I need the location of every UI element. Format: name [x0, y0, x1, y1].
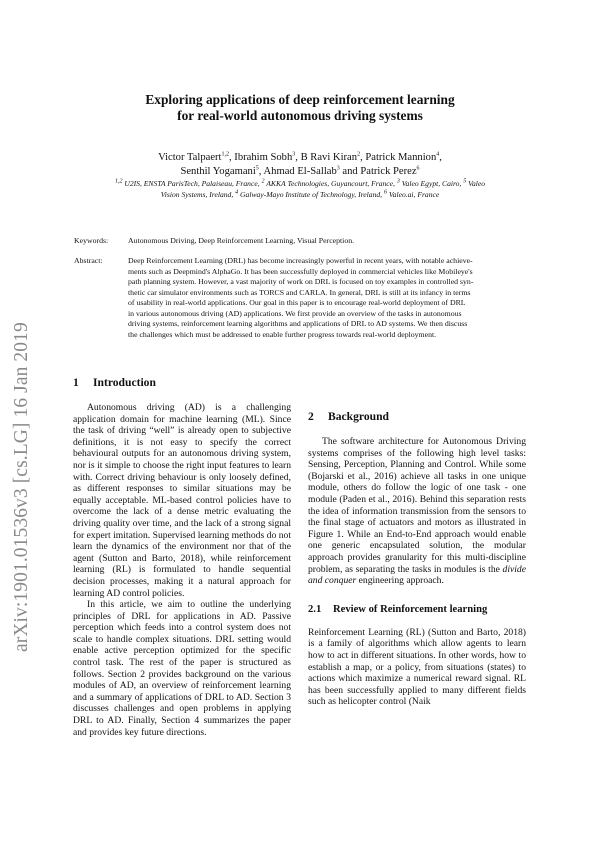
author-name: Victor Talpaert: [158, 152, 222, 163]
affil-text: Vision Systems, Ireland,: [160, 190, 236, 199]
background-emphasis: divide and conquer: [308, 563, 526, 587]
affil-mark: 2: [261, 178, 265, 185]
abstract-line: thetic car simulator environments such as TORCS and CARLA. In general, DRL is still at its infancy in terms: [128, 287, 471, 297]
author-name: Ibrahim Sobh: [234, 152, 293, 163]
title-line-2: for real-world autonomous driving systems: [177, 108, 423, 123]
affil-mark: 4: [235, 189, 239, 196]
affil-text: Valeo.ai, France: [386, 190, 440, 199]
abstract-text: [128, 256, 528, 340]
abstract-line: Deep Reinforcement Learning (DRL) has become increasingly powerful in recent years, with notable achieve-: [128, 256, 473, 265]
background-paragraph-1: [308, 436, 526, 587]
affil-text: Valeo Egypt, Cairo,: [399, 179, 464, 188]
abstract-line: driving systems, reinforcement learning algorithms and applications of DRL to AD systems. We then discuss: [128, 319, 468, 328]
arxiv-stamp: arXiv:1901.01536v3 [cs.LG] 16 Jan 2019: [11, 322, 32, 652]
title-line-1: Exploring applications of deep reinforcement learning: [145, 92, 455, 107]
author-name: Patrick Mannion: [365, 152, 437, 163]
author-affil-mark: 1,2: [221, 151, 229, 158]
affil-mark: 6: [383, 189, 387, 196]
affil-mark: 5: [463, 178, 467, 185]
author-name: Patrick Perez: [360, 165, 417, 177]
abstract-line: in various autonomous driving (AD) applications. We first provide an overview of the tasks in autonomous: [128, 308, 462, 318]
right-column: [308, 410, 526, 708]
section-title: Introduction: [93, 376, 156, 389]
authors-line-1: Victor Talpaert$^{1,2}$, Ibrahim Sobh$^3$, B Ravi Kiran$^2$, Patrick Mannion$^4$,: [158, 151, 442, 163]
abstract-line: ments such as Deepmind's AlphaGo. It has been successfully deployed in commercial vehicles like Mobileye's: [128, 266, 473, 276]
abstract-line: path planning system. However, a vast majority of work on DRL is focused on toy examples in controlled syn-: [128, 277, 474, 286]
affil-text: AKKA Technologies, Guyancourt, France,: [264, 179, 397, 188]
author-affil-mark: 6: [416, 164, 420, 171]
abstract-line: the challenges which must be addressed to enable further progress towards real-world deployment.: [128, 329, 437, 339]
affil-mark: 3: [396, 178, 400, 185]
author-list: [60, 151, 540, 178]
paper-title: [80, 92, 520, 124]
affil-text: U2IS, ENSTA ParisTech, Palaiseau, France,: [122, 179, 262, 188]
author-name: Senthil Yogamani: [180, 165, 256, 177]
abstract-line: of usability in real-world applications. Our goal in this paper is to encourage real-world deployment of DRL: [128, 298, 466, 307]
affiliations-line-2: [70, 189, 530, 200]
author-affil-mark: 2: [357, 151, 361, 158]
affil-mark: 1,2: [114, 178, 123, 185]
background-text: engineering approach.: [356, 575, 444, 587]
affiliations: [70, 178, 530, 200]
author-affil-mark: 3: [336, 164, 340, 171]
author-name: Ahmad El-Sallab: [263, 165, 337, 177]
keywords-text: Autonomous Driving, Deep Reinforcement Learning, Visual Perception.: [128, 236, 355, 245]
authors-line-2: Senthil Yogamani$^5$, Ahmad El-Sallab$^3$ and Patrick Perez$^6$: [180, 164, 420, 177]
affiliations-line-1: [70, 178, 530, 189]
intro-paragraph-1: Autonomous driving (AD) is a challenging application domain for machine learning (ML). Since the task of driving “well” is already open to subjective definitions, it is not easy to specify the correct behavioural outputs for an autonomous driving system, nor is it simple to choose the right input features to learn with. Correct driving behaviour is only loosely defined, as different responses to similar situations may be equally acceptable. ML-based control policies have to overcome the lack of a dense metric evaluating the driving quality over time, and the lack of a strong signal for expert imitation. Supervised learning methods do not learn the dynamics of the environment nor that of the agent (Sutton and Barto, 2018), while reinforcement learning (RL) is formulated to handle sequential decision processes, making it a natural approach for learning AD control policies.: [73, 402, 291, 599]
section-number: 1: [73, 376, 79, 389]
subsection-number: 2.1: [308, 603, 322, 615]
author-affil-mark: 3: [292, 151, 296, 158]
author-affil-mark: 4: [436, 151, 440, 158]
author-affil-mark: 5: [255, 164, 259, 171]
intro-paragraph-2: In this article, we aim to outline the underlying principles of DRL for applications in AD. Passive perception which feeds into a control system does not scale to handle complex situations. DRL setting would enable active perception optimized for the specific control task. The rest of the paper is structured as follows. Section 2 provides background on the various modules of AD, an overview of reinforcement learning and a summary of applications of DRL to AD. Section 3 discusses challenges and open problems in applying DRL to AD. Finally, Section 4 summarizes the paper and provides key future directions.: [73, 599, 291, 738]
left-column: [73, 376, 291, 738]
author-name: B Ravi Kiran: [300, 152, 358, 163]
section-heading-background: [308, 410, 526, 424]
subsection-title: Review of Reinforcement learning: [333, 603, 488, 615]
subsection-heading-rl-review: [308, 603, 526, 616]
abstract-label: Abstract:: [74, 256, 103, 265]
affil-text: Valeo: [466, 179, 486, 188]
keywords-label: Keywords:: [74, 236, 109, 245]
section-title: Background: [328, 410, 389, 423]
section-heading-introduction: [73, 376, 291, 390]
section-number: 2: [308, 410, 314, 423]
background-text: The software architecture for Autonomous Driving systems comprises of the following high level tasks: Sensing, Perception, Planning and Control. While some (Bojarski et al., 2016) achieve all tasks in one unique module, others do follow the logic of one task - one module (Paden et al., 2016). Behind this separation rests the idea of information transmission from the sensors to the final stage of actuators and motors as illustrated in Figure 1. While an End-to-End approach would enable one generic encapsulated solution, the modular approach provides granularity for this multi-discipline problem, as separating the tasks in modules is the: [308, 436, 526, 575]
rl-review-paragraph-1: Reinforcement Learning (RL) (Sutton and Barto, 2018) is a family of algorithms which allow agents to learn how to act in different situations. In other words, how to establish a map, or a policy, from situations (states) to actions which maximize a numerical reward signal. RL has been successfully applied to many different fields such as helicopter control (Naik: [308, 626, 526, 708]
affil-text: Galway-Mayo Institute of Technology, Ireland,: [238, 190, 384, 199]
